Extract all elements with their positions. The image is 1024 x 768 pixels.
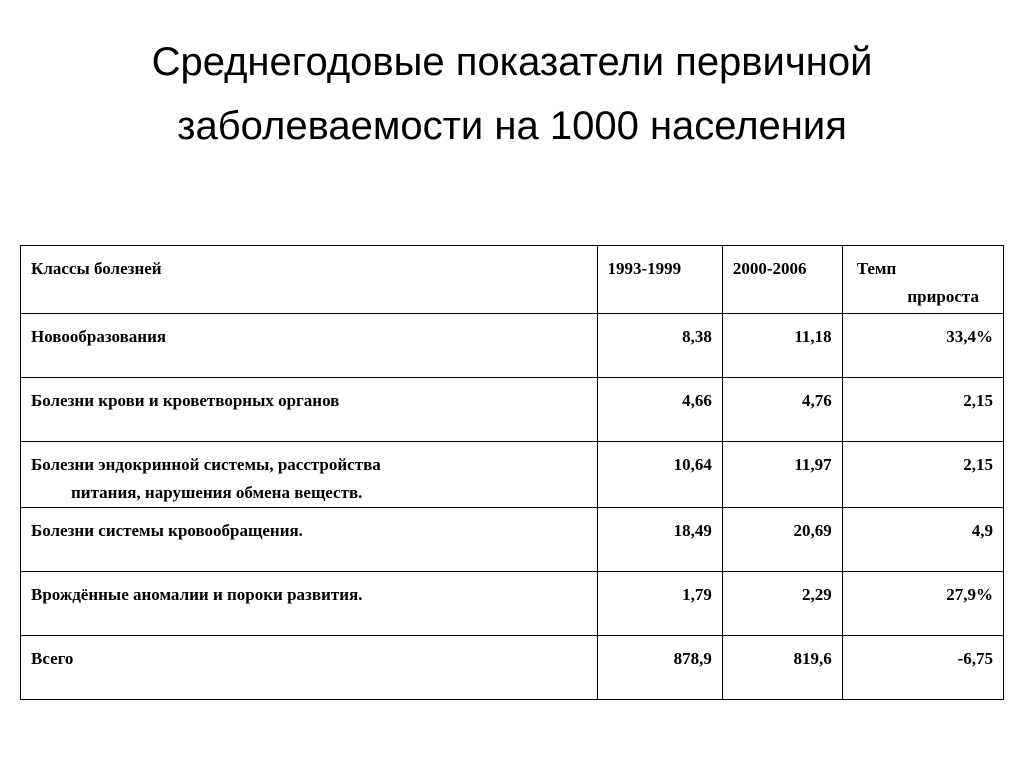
row-growth-rate: 27,9% (842, 572, 1003, 636)
row-value-2000-2006: 4,76 (722, 378, 842, 442)
slide-title-line1: Среднегодовые показатели первичной (151, 40, 873, 84)
table-row (21, 508, 1004, 572)
row-disease-name-continuation: питания, нарушения обмена веществ. (71, 483, 363, 502)
header-growth-rate (842, 246, 1003, 314)
row-value-1993-1999: 18,49 (597, 508, 722, 572)
row-disease-name: Врождённые аномалии и пороки развития. (21, 572, 598, 636)
table-header-row (21, 246, 1004, 314)
row-disease-name: Болезни системы кровообращения. (21, 508, 598, 572)
header-period-2000-2006: 2000-2006 (722, 246, 842, 314)
row-value-2000-2006: 819,6 (722, 636, 842, 700)
morbidity-table (20, 245, 1004, 700)
header-disease-classes: Классы болезней (21, 246, 598, 314)
row-growth-rate: 2,15 (842, 442, 1003, 508)
slide-title-line2: заболеваемости на 1000 населения (177, 104, 847, 148)
row-growth-rate: 2,15 (842, 378, 1003, 442)
header-period-1993-1999: 1993-1999 (597, 246, 722, 314)
table-row-total (21, 636, 1004, 700)
row-value-1993-1999: 10,64 (597, 442, 722, 508)
row-disease-name: Всего (21, 636, 598, 700)
slide-title (0, 30, 1024, 158)
header-growth-line2: прироста (907, 287, 979, 306)
row-growth-rate: -6,75 (842, 636, 1003, 700)
row-value-2000-2006: 11,18 (722, 314, 842, 378)
row-value-1993-1999: 4,66 (597, 378, 722, 442)
row-value-1993-1999: 878,9 (597, 636, 722, 700)
row-growth-rate: 4,9 (842, 508, 1003, 572)
table-row (21, 378, 1004, 442)
row-value-2000-2006: 11,97 (722, 442, 842, 508)
row-disease-name: Новообразования (21, 314, 598, 378)
row-value-1993-1999: 1,79 (597, 572, 722, 636)
row-disease-name: Болезни крови и кроветворных органов (21, 378, 598, 442)
row-growth-rate: 33,4% (842, 314, 1003, 378)
row-disease-name: Болезни эндокринной системы, расстройства (31, 455, 381, 474)
row-value-1993-1999: 8,38 (597, 314, 722, 378)
table-row (21, 314, 1004, 378)
row-value-2000-2006: 20,69 (722, 508, 842, 572)
table-row (21, 572, 1004, 636)
row-value-2000-2006: 2,29 (722, 572, 842, 636)
header-growth-line1: Темп (856, 259, 897, 278)
table-row (21, 442, 1004, 508)
row-disease-name-multiline (21, 442, 598, 508)
